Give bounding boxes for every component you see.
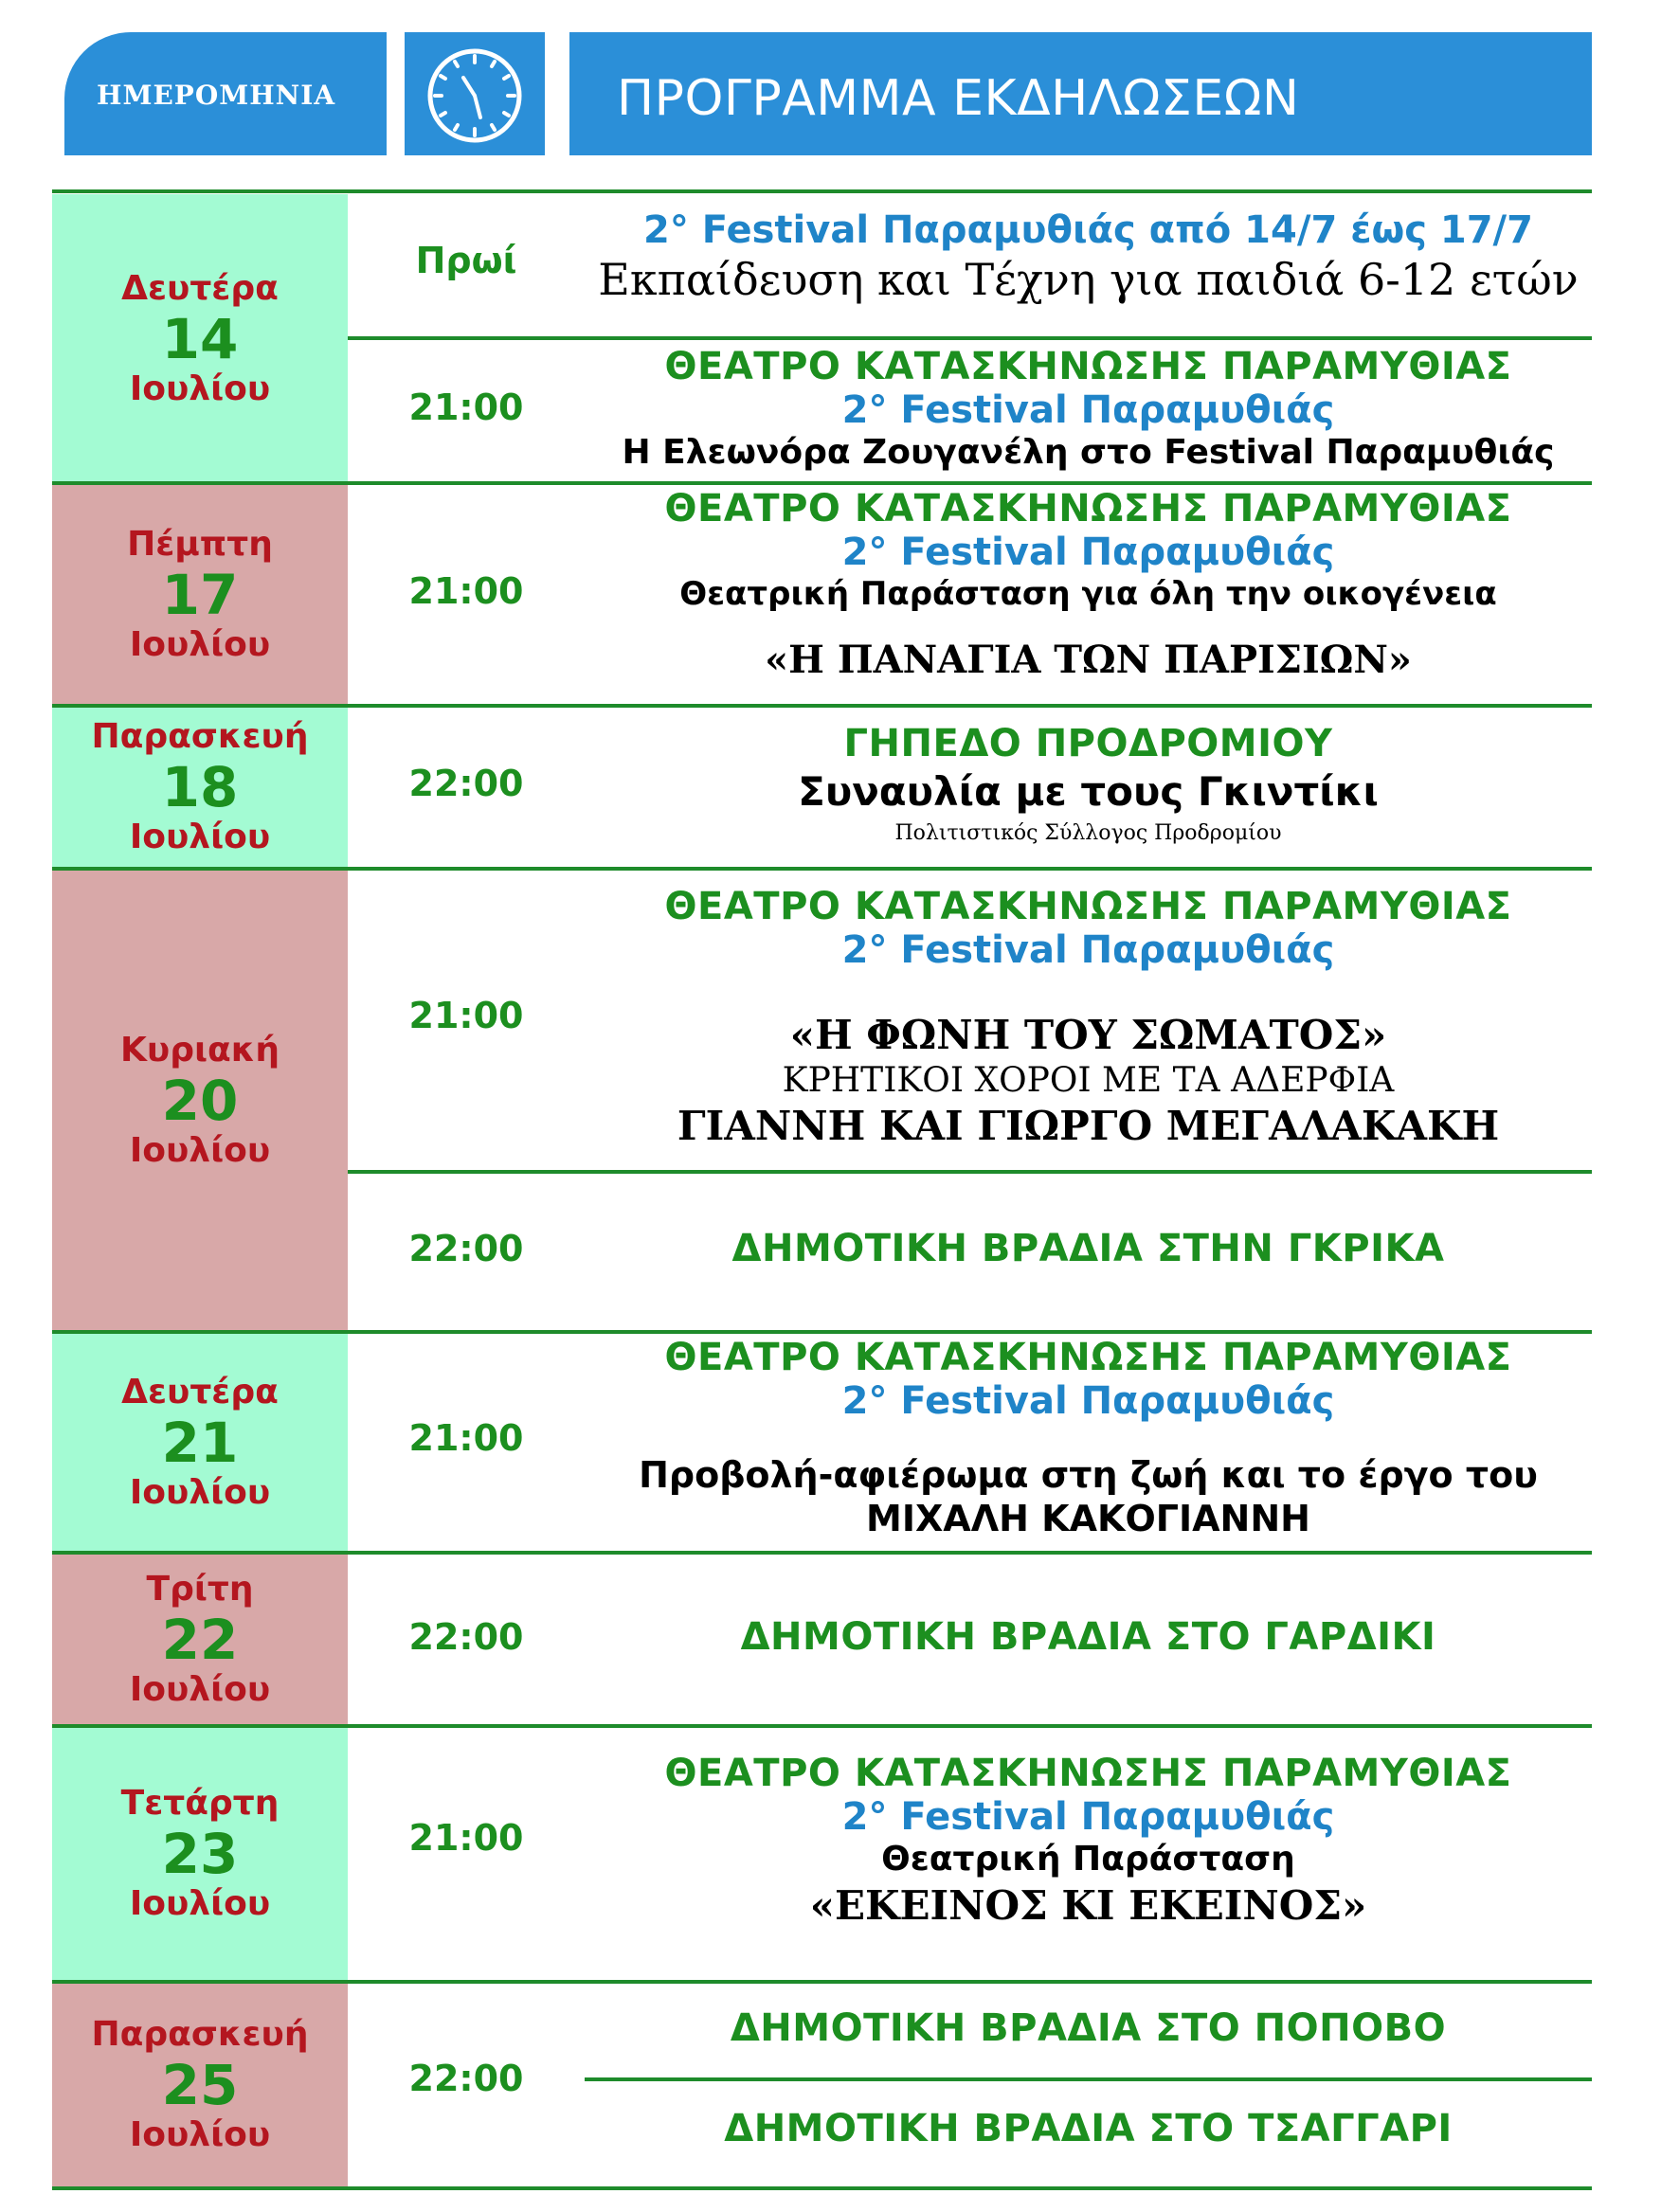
venue: ΘΕΑΤΡΟ ΚΑΤΑΣΚΗΝΩΣΗΣ ΠΑΡΑΜΥΘΙΑΣ (664, 1336, 1512, 1379)
row-divider (52, 704, 1592, 708)
day-name: Δευτέρα (121, 268, 279, 308)
day-month: Ιουλίου (129, 369, 271, 408)
event-performers: ΓΙΑΝΝΗ ΚΑΙ ΓΙΩΡΓΟ ΜΕΓΑΛΑΚΑΚΗ (677, 1103, 1500, 1149)
day-month: Ιουλίου (129, 1884, 271, 1923)
event-time: 21:00 (408, 1817, 524, 1859)
event-block (585, 208, 1592, 307)
event-time: 21:00 (408, 995, 524, 1036)
day-number: 25 (161, 2053, 239, 2117)
event-block (585, 487, 1592, 684)
event-time: Πρωί (415, 240, 517, 281)
event-title: ΔΗΜΟΤΙΚΗ ΒΡΑΔΙΑ ΣΤΟ ΓΑΡΔΙΚΙ (740, 1615, 1436, 1659)
row-divider (52, 1724, 1592, 1728)
day-number: 22 (161, 1607, 239, 1672)
day-name: Παρασκευή (91, 2015, 309, 2054)
festival-line: 2° Festival Παραμυθιάς (841, 531, 1335, 574)
row-divider (52, 1980, 1592, 1984)
day-name: Τετάρτη (120, 1784, 280, 1823)
day-cell (52, 194, 348, 483)
day-number: 17 (161, 562, 239, 627)
day-month: Ιουλίου (129, 1669, 271, 1709)
event-block (585, 1752, 1592, 1932)
event-subtitle: Εκπαίδευση και Τέχνη για παιδιά 6-12 ετών (598, 254, 1579, 305)
event-time: 22:00 (408, 1616, 524, 1658)
venue: ΘΕΑΤΡΟ ΚΑΤΑΣΚΗΝΩΣΗΣ ΠΑΡΑΜΥΘΙΑΣ (664, 345, 1512, 388)
day-month: Ιουλίου (129, 1130, 271, 1170)
program-header (569, 32, 1592, 155)
day-name: Πέμπτη (127, 524, 273, 564)
event-block (585, 1615, 1592, 1659)
event-block (585, 885, 1592, 1150)
event-time: 22:00 (408, 763, 524, 804)
day-cell (52, 1553, 348, 1726)
event-title: ΜΙΧΑΛΗ ΚΑΚΟΓΙΑΝΝΗ (866, 1498, 1310, 1539)
event-title: ΔΗΜΟΤΙΚΗ ΒΡΑΔΙΑ ΣΤΟ ΠΟΠΟΒΟ (730, 2006, 1447, 2050)
event-block (585, 2006, 1592, 2050)
event-description: Θεατρική Παράσταση (881, 1840, 1295, 1879)
event-block (585, 2107, 1592, 2150)
event-time: 22:00 (408, 2058, 524, 2099)
clock-icon (405, 32, 545, 155)
day-number: 23 (161, 1822, 239, 1886)
row-divider (52, 2186, 1592, 2190)
day-cell (52, 1332, 348, 1553)
event-title: ΔΗΜΟΤΙΚΗ ΒΡΑΔΙΑ ΣΤΟ ΤΣΑΓΓΑΡΙ (724, 2107, 1453, 2150)
day-cell (52, 1726, 348, 1982)
day-name: Δευτέρα (121, 1372, 279, 1412)
event-block (585, 722, 1592, 849)
venue: ΘΕΑΤΡΟ ΚΑΤΑΣΚΗΝΩΣΗΣ ΠΑΡΑΜΥΘΙΑΣ (664, 1752, 1512, 1795)
row-divider (52, 481, 1592, 485)
event-time: 21:00 (408, 570, 524, 612)
venue: ΘΕΑΤΡΟ ΚΑΤΑΣΚΗΝΩΣΗΣ ΠΑΡΑΜΥΘΙΑΣ (664, 885, 1512, 928)
day-month: Ιουλίου (129, 2115, 271, 2154)
row-divider (52, 1330, 1592, 1334)
organizer: Πολιτιστικός Σύλλογος Προδρομίου (894, 821, 1282, 845)
event-title: Η Ελεωνόρα Ζουγανέλη στο Festival Παραμυθιάς (622, 433, 1555, 472)
clock-header (405, 32, 545, 155)
event-title: «ΕΚΕΙΝΟΣ ΚΙ ΕΚΕΙΝΟΣ» (809, 1882, 1367, 1929)
event-block (585, 1336, 1592, 1540)
program-title: ΠΡΟΓΡΑΜΜΑ ΕΚΔΗΛΩΣΕΩΝ (617, 70, 1300, 127)
event-time: 22:00 (408, 1228, 524, 1269)
event-time: 21:00 (408, 387, 524, 428)
event-title: «Η ΦΩΝΗ ΤΟΥ ΣΩΜΑΤΟΣ» (789, 1012, 1387, 1058)
row-divider (585, 2077, 1592, 2081)
event-title: «Η ΠΑΝΑΓΙΑ ΤΩΝ ΠΑΡΙΣΙΩΝ» (765, 638, 1412, 682)
day-name: Τρίτη (146, 1569, 254, 1609)
day-name: Παρασκευή (91, 717, 309, 756)
event-title: ΔΗΜΟΤΙΚΗ ΒΡΑΔΙΑ ΣΤΗΝ ΓΚΡΙΚΑ (731, 1227, 1445, 1270)
day-cell (52, 706, 348, 869)
day-name: Κυριακή (120, 1030, 280, 1070)
day-cell (52, 483, 348, 706)
row-divider (52, 867, 1592, 871)
event-description: Προβολή-αφιέρωμα στη ζωή και το έργο του (639, 1454, 1538, 1496)
day-number: 14 (161, 306, 239, 371)
event-title: Συναυλία με τους Γκιντίκι (798, 768, 1379, 815)
day-cell (52, 869, 348, 1332)
row-divider (348, 336, 1592, 340)
day-month: Ιουλίου (129, 1472, 271, 1512)
event-time: 21:00 (408, 1417, 524, 1459)
venue: ΓΗΠΕΔΟ ΠΡΟΔΡΟΜΙΟΥ (843, 722, 1333, 765)
day-number: 20 (161, 1068, 239, 1133)
date-header (64, 32, 387, 155)
festival-line: 2° Festival Παραμυθιάς (841, 1379, 1335, 1423)
festival-line: 2° Festival Παραμυθιάς (841, 928, 1335, 972)
festival-line: 2° Festival Παραμυθιάς από 14/7 έως 17/7 (643, 208, 1533, 252)
event-block (585, 1227, 1592, 1270)
festival-line: 2° Festival Παραμυθιάς (841, 1795, 1335, 1839)
date-header-label: ΗΜΕΡΟΜΗΝΙΑ (97, 80, 336, 111)
day-cell (52, 1982, 348, 2188)
day-month: Ιουλίου (129, 624, 271, 664)
venue: ΘΕΑΤΡΟ ΚΑΤΑΣΚΗΝΩΣΗΣ ΠΑΡΑΜΥΘΙΑΣ (664, 487, 1512, 531)
day-number: 21 (161, 1410, 239, 1475)
day-month: Ιουλίου (129, 818, 271, 856)
row-divider (348, 1170, 1592, 1174)
festival-line: 2° Festival Παραμυθιάς (841, 388, 1335, 432)
event-description: Θεατρική Παράσταση για όλη την οικογένεια (679, 575, 1497, 613)
row-divider (52, 1551, 1592, 1555)
row-divider (52, 189, 1592, 193)
event-description: ΚΡΗΤΙΚΟΙ ΧΟΡΟΙ ΜΕ ΤΑ ΑΔΕΡΦΙΑ (782, 1061, 1395, 1100)
event-block (585, 345, 1592, 474)
day-number: 18 (161, 755, 239, 819)
